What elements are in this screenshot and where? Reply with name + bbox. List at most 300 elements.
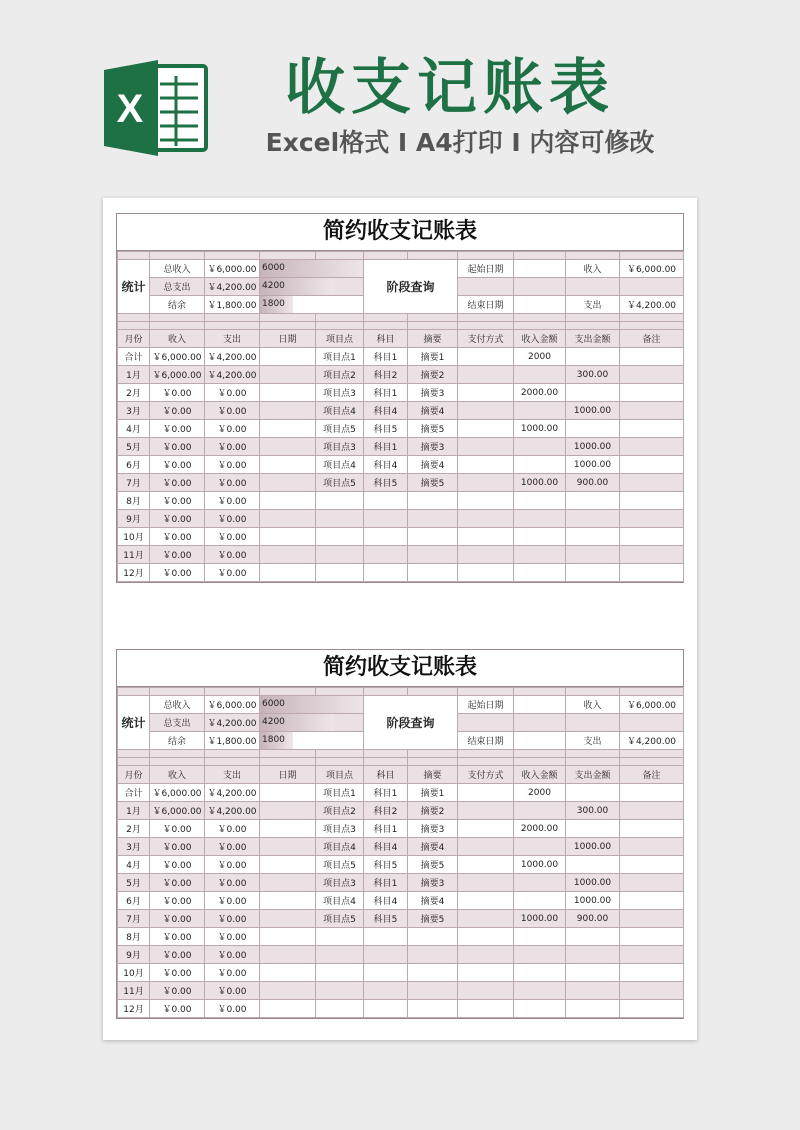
table-cell[interactable] [514,528,566,546]
table-cell[interactable]: 项目点4 [316,892,364,910]
table-cell[interactable] [408,546,458,564]
table-cell[interactable] [514,928,566,946]
table-cell[interactable]: 项目点1 [316,784,364,802]
table-cell[interactable]: 300.00 [566,366,620,384]
table-cell[interactable] [620,802,684,820]
table-cell[interactable] [620,546,684,564]
table-cell: ￥0.00 [205,474,260,492]
table-cell[interactable]: 摘要3 [408,438,458,456]
table-cell[interactable] [316,1000,364,1018]
table-cell: ￥0.00 [205,456,260,474]
spacer-cell [514,688,566,696]
table-cell[interactable]: 科目1 [364,784,408,802]
table-cell[interactable] [566,820,620,838]
spacer-cell [260,758,316,766]
table-cell[interactable] [260,528,316,546]
table-cell[interactable] [514,838,566,856]
table-cell[interactable] [260,348,316,366]
table-cell: ￥0.00 [150,910,205,928]
table-cell[interactable] [458,456,514,474]
table-cell[interactable] [566,964,620,982]
spacer-cell [150,688,205,696]
table-cell[interactable] [566,528,620,546]
table-cell[interactable] [316,982,364,1000]
table-cell[interactable]: 科目5 [364,910,408,928]
table-cell[interactable]: 科目4 [364,838,408,856]
start-date-label: 起始日期 [458,696,514,714]
table-cell[interactable] [620,874,684,892]
period-income-value: ￥6,000.00 [620,260,684,278]
table-cell[interactable]: 摘要3 [408,384,458,402]
table-cell[interactable]: 摘要2 [408,366,458,384]
table-cell[interactable]: 1000.00 [566,456,620,474]
table-cell[interactable] [260,802,316,820]
table-cell[interactable]: 摘要5 [408,856,458,874]
table-cell[interactable]: 摘要5 [408,474,458,492]
table-cell[interactable]: 项目点4 [316,838,364,856]
table-cell[interactable] [620,384,684,402]
table-cell[interactable]: 摘要1 [408,348,458,366]
table-cell[interactable]: 科目5 [364,856,408,874]
table-cell[interactable] [566,856,620,874]
table-cell: ￥0.00 [205,1000,260,1018]
table-cell[interactable]: 1000.00 [566,402,620,420]
table-cell[interactable] [566,492,620,510]
table-cell: ￥0.00 [150,456,205,474]
table-row [118,784,684,802]
table-cell[interactable] [408,946,458,964]
table-cell[interactable]: 科目1 [364,438,408,456]
table-cell[interactable] [458,492,514,510]
table-cell[interactable] [458,964,514,982]
table-cell: 6月 [118,892,150,910]
table-cell[interactable] [260,564,316,582]
table-cell[interactable] [620,946,684,964]
stats-bar: 4200 [260,714,334,731]
table-cell[interactable] [260,492,316,510]
table-cell[interactable] [566,510,620,528]
table-cell[interactable] [514,366,566,384]
table-cell[interactable] [458,546,514,564]
table-cell[interactable] [458,784,514,802]
table-cell[interactable]: 科目1 [364,348,408,366]
spacer-cell [514,314,566,322]
logo-letter: X [116,87,144,131]
table-cell[interactable] [514,874,566,892]
table-cell[interactable]: 1000.00 [566,838,620,856]
table-cell[interactable]: 1000.00 [514,420,566,438]
table-cell[interactable] [458,946,514,964]
table-cell[interactable] [514,510,566,528]
table-cell[interactable]: 科目1 [364,820,408,838]
table-cell[interactable] [458,856,514,874]
table-cell[interactable] [566,946,620,964]
table-cell[interactable] [566,564,620,582]
table-cell[interactable] [458,874,514,892]
table-cell[interactable] [260,910,316,928]
table-cell[interactable]: 科目1 [364,384,408,402]
stats-bar: 1800 [260,296,293,313]
column-header: 月份 [118,766,150,784]
table-cell[interactable]: 摘要3 [408,820,458,838]
table-cell[interactable] [458,366,514,384]
table-cell: 12月 [118,1000,150,1018]
table-cell[interactable] [514,564,566,582]
table-cell: ￥4,200.00 [205,802,260,820]
table-cell[interactable]: 科目4 [364,402,408,420]
table-cell[interactable] [620,510,684,528]
table-cell[interactable]: 900.00 [566,910,620,928]
column-header: 项目点 [316,330,364,348]
period-expense-label: 支出 [566,732,620,750]
table-cell[interactable] [514,982,566,1000]
table-cell[interactable]: 1000.00 [514,856,566,874]
table-cell[interactable] [514,492,566,510]
spacer-cell [458,322,514,330]
table-cell[interactable] [364,1000,408,1018]
table-cell[interactable]: 1000.00 [566,892,620,910]
table-cell[interactable]: 1000.00 [566,438,620,456]
table-cell[interactable] [260,420,316,438]
table-cell: ￥0.00 [205,856,260,874]
table-row [118,384,684,402]
table-row [118,528,684,546]
banner-subtitle: Excel格式 I A4打印 I 内容可修改 [265,128,655,157]
column-header: 收入 [150,766,205,784]
table-cell[interactable]: 1000.00 [514,474,566,492]
table-cell[interactable] [620,564,684,582]
table-cell[interactable] [620,438,684,456]
table-cell[interactable]: 摘要5 [408,420,458,438]
table-cell[interactable] [260,928,316,946]
table-cell[interactable] [260,438,316,456]
table-cell[interactable] [408,528,458,546]
table-cell[interactable]: 科目2 [364,366,408,384]
spacer-cell [118,758,150,766]
table-row [118,874,684,892]
table-cell[interactable]: 项目点3 [316,438,364,456]
table-cell[interactable] [620,982,684,1000]
table-cell[interactable] [260,456,316,474]
table-cell: 合计 [118,784,150,802]
table-cell[interactable] [260,982,316,1000]
table-cell[interactable]: 项目点3 [316,384,364,402]
table-cell: 合计 [118,348,150,366]
table-cell[interactable] [260,946,316,964]
table-cell[interactable]: 2000 [514,348,566,366]
stats-amount[interactable]: ￥4,200.00 [205,714,260,732]
table-cell[interactable]: 项目点5 [316,474,364,492]
table-cell[interactable] [514,456,566,474]
table-cell[interactable] [514,402,566,420]
table-cell[interactable] [260,384,316,402]
table-cell[interactable]: 2000.00 [514,384,566,402]
table-cell[interactable]: 项目点4 [316,402,364,420]
table-cell[interactable]: 摘要1 [408,784,458,802]
table-cell[interactable]: 科目4 [364,456,408,474]
table-cell[interactable] [364,564,408,582]
table-cell[interactable] [458,474,514,492]
table-cell: ￥0.00 [150,892,205,910]
table-cell[interactable] [566,784,620,802]
blank-cell [566,714,620,732]
table-cell[interactable] [620,856,684,874]
table-cell[interactable] [316,928,364,946]
table-cell[interactable]: 摘要2 [408,802,458,820]
table-cell[interactable] [316,492,364,510]
spacer-cell [458,314,514,322]
table-cell[interactable] [364,510,408,528]
table-cell[interactable]: 300.00 [566,802,620,820]
table-cell[interactable] [620,892,684,910]
column-header: 月份 [118,330,150,348]
table-cell[interactable] [514,1000,566,1018]
table-cell[interactable] [620,910,684,928]
table-cell[interactable] [408,1000,458,1018]
table-cell[interactable]: 摘要5 [408,910,458,928]
table-cell[interactable] [458,910,514,928]
table-cell[interactable]: 科目4 [364,892,408,910]
period-expense-label: 支出 [566,296,620,314]
table-cell[interactable] [260,892,316,910]
table-cell[interactable] [620,420,684,438]
table-cell[interactable]: 900.00 [566,474,620,492]
stats-bar: 6000 [260,260,364,277]
table-cell[interactable] [260,856,316,874]
stats-amount[interactable]: ￥1,800.00 [205,296,260,314]
start-date-value[interactable] [514,696,566,714]
table-cell[interactable] [514,946,566,964]
table-cell[interactable] [566,420,620,438]
table-cell[interactable] [364,492,408,510]
table-cell[interactable] [316,964,364,982]
table-cell[interactable] [364,546,408,564]
table-cell[interactable]: 项目点4 [316,456,364,474]
table-cell: ￥0.00 [150,838,205,856]
blank-cell [566,278,620,296]
table-cell[interactable]: 科目5 [364,420,408,438]
spacer-cell [514,750,566,758]
table-cell[interactable]: 摘要4 [408,838,458,856]
table-cell[interactable] [364,528,408,546]
stats-row [118,696,684,714]
column-header: 备注 [620,330,684,348]
table-cell[interactable] [458,402,514,420]
end-date-value[interactable] [514,296,566,314]
table-cell[interactable]: 项目点1 [316,348,364,366]
table-cell[interactable] [260,874,316,892]
table-cell[interactable] [458,564,514,582]
table-cell[interactable] [458,982,514,1000]
column-header: 摘要 [408,330,458,348]
table-cell[interactable] [408,982,458,1000]
table-cell: ￥0.00 [150,946,205,964]
table-cell[interactable] [458,348,514,366]
table-cell[interactable] [514,438,566,456]
table-cell[interactable] [620,838,684,856]
table-cell[interactable] [620,366,684,384]
table-cell[interactable]: 2000 [514,784,566,802]
table-cell[interactable] [620,928,684,946]
table-cell[interactable] [458,510,514,528]
table-cell[interactable]: 摘要4 [408,402,458,420]
table-cell[interactable]: 1000.00 [566,874,620,892]
table-cell[interactable] [620,820,684,838]
column-header-row [118,330,684,348]
stats-amount[interactable]: ￥1,800.00 [205,732,260,750]
table-cell[interactable]: 1000.00 [514,910,566,928]
table-cell[interactable] [316,510,364,528]
spacer-cell [364,688,408,696]
table-cell[interactable]: 项目点5 [316,910,364,928]
table-cell[interactable]: 摘要4 [408,892,458,910]
table-cell[interactable] [408,964,458,982]
stats-item-label: 总收入 [150,696,205,714]
table-cell: ￥0.00 [205,892,260,910]
table-cell[interactable] [316,528,364,546]
table-cell: 3月 [118,838,150,856]
column-header: 支出 [205,766,260,784]
table-cell: 7月 [118,910,150,928]
table-cell[interactable] [458,802,514,820]
table-cell[interactable] [620,964,684,982]
table-cell[interactable] [514,802,566,820]
table-cell[interactable] [408,492,458,510]
table-cell[interactable] [458,1000,514,1018]
table-cell[interactable] [364,982,408,1000]
table-cell[interactable] [458,820,514,838]
table-cell[interactable]: 摘要4 [408,456,458,474]
table-cell: 4月 [118,420,150,438]
table-cell[interactable] [260,366,316,384]
table-cell[interactable] [566,384,620,402]
spacer-cell [118,314,150,322]
spacer-cell [205,322,260,330]
table-cell[interactable] [620,784,684,802]
table-cell[interactable] [620,1000,684,1018]
ledger-grid [117,687,684,1018]
table-cell[interactable] [316,564,364,582]
stats-bar: 6000 [260,696,364,713]
table-cell[interactable] [458,384,514,402]
column-header: 备注 [620,766,684,784]
blank-cell [514,278,566,296]
table-cell: 11月 [118,982,150,1000]
table-cell[interactable] [620,348,684,366]
table-cell[interactable]: 项目点2 [316,366,364,384]
table-cell[interactable] [316,946,364,964]
table-cell[interactable] [408,928,458,946]
table-cell: ￥0.00 [150,820,205,838]
table-cell[interactable] [620,474,684,492]
table-cell[interactable]: 科目1 [364,874,408,892]
table-cell: ￥4,200.00 [205,348,260,366]
table-cell[interactable] [620,528,684,546]
table-cell: ￥0.00 [150,528,205,546]
start-date-value[interactable] [514,260,566,278]
table-cell: 1月 [118,802,150,820]
table-cell[interactable] [364,946,408,964]
table-cell[interactable] [260,510,316,528]
table-cell[interactable] [514,546,566,564]
table-cell: ￥0.00 [150,474,205,492]
table-row [118,474,684,492]
table-cell: ￥0.00 [205,384,260,402]
table-cell[interactable] [566,982,620,1000]
table-cell[interactable] [620,402,684,420]
table-cell[interactable]: 摘要3 [408,874,458,892]
spacer-cell [316,322,364,330]
table-cell[interactable] [364,928,408,946]
table-cell: ￥0.00 [150,1000,205,1018]
table-cell[interactable] [408,564,458,582]
column-header: 支出金额 [566,330,620,348]
table-cell[interactable]: 科目5 [364,474,408,492]
table-cell[interactable]: 项目点5 [316,420,364,438]
table-cell[interactable] [514,964,566,982]
table-cell: ￥0.00 [205,964,260,982]
table-cell[interactable] [260,784,316,802]
table-cell[interactable]: 项目点5 [316,856,364,874]
stats-amount[interactable]: ￥4,200.00 [205,278,260,296]
table-cell[interactable] [458,438,514,456]
table-cell[interactable] [514,892,566,910]
excel-logo-icon [100,56,212,160]
spacer-cell [364,252,408,260]
table-cell[interactable] [316,546,364,564]
table-cell[interactable] [260,402,316,420]
table-cell[interactable] [458,420,514,438]
table-cell[interactable] [260,964,316,982]
table-cell: 2月 [118,820,150,838]
table-cell[interactable] [458,838,514,856]
stats-amount[interactable]: ￥6,000.00 [205,696,260,714]
table-cell[interactable]: 项目点3 [316,874,364,892]
table-cell: 3月 [118,402,150,420]
table-cell[interactable] [566,546,620,564]
table-cell[interactable] [260,820,316,838]
table-cell[interactable] [620,456,684,474]
spacer-cell [408,252,458,260]
table-cell: ￥0.00 [205,874,260,892]
table-cell[interactable] [364,964,408,982]
table-cell[interactable]: 项目点2 [316,802,364,820]
table-cell[interactable] [566,1000,620,1018]
table-cell[interactable] [458,892,514,910]
table-cell[interactable] [408,510,458,528]
spacer-cell [620,252,684,260]
stats-amount[interactable]: ￥6,000.00 [205,260,260,278]
end-date-value[interactable] [514,732,566,750]
table-cell: 9月 [118,510,150,528]
table-cell[interactable] [458,528,514,546]
table-cell[interactable] [458,928,514,946]
table-cell[interactable]: 科目2 [364,802,408,820]
table-cell[interactable] [566,348,620,366]
blank-cell [458,278,514,296]
table-cell[interactable] [260,474,316,492]
table-cell[interactable]: 项目点3 [316,820,364,838]
spacer-cell [408,314,458,322]
table-cell[interactable] [260,546,316,564]
table-cell[interactable]: 2000.00 [514,820,566,838]
table-cell: ￥4,200.00 [205,784,260,802]
end-date-label: 结束日期 [458,296,514,314]
table-cell[interactable] [620,492,684,510]
table-cell[interactable] [260,838,316,856]
table-cell[interactable] [260,1000,316,1018]
table-cell[interactable] [566,928,620,946]
